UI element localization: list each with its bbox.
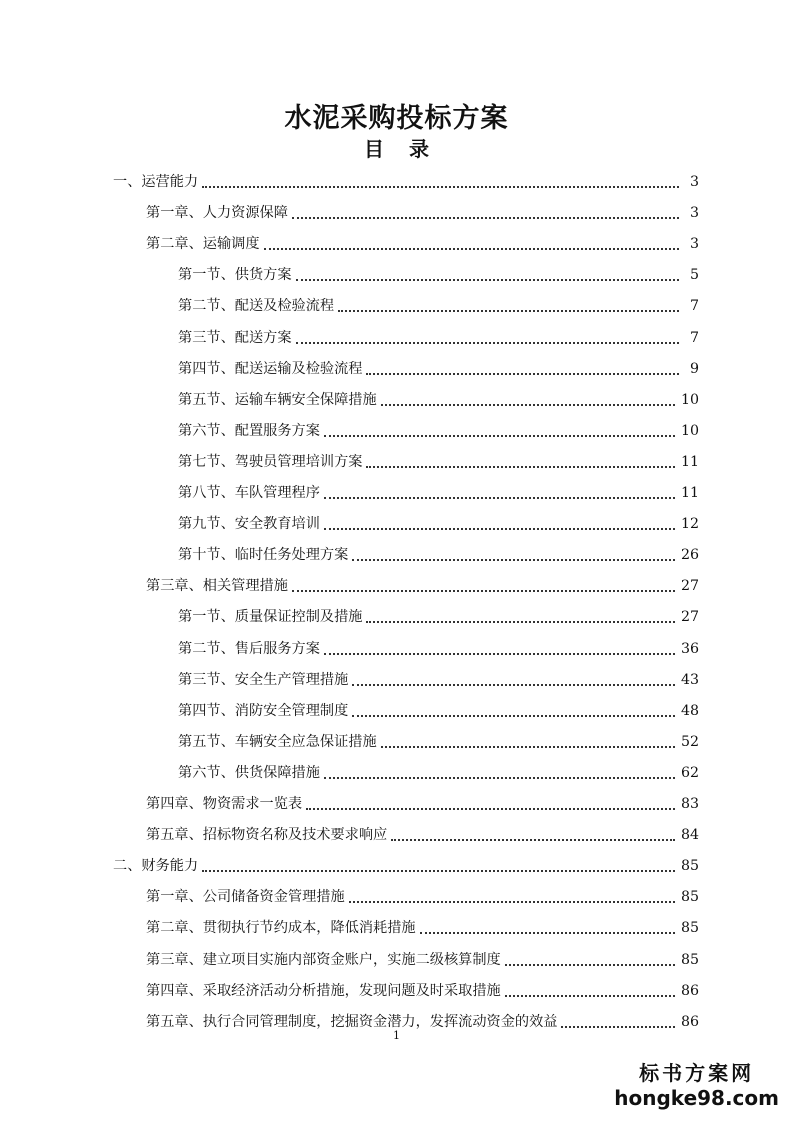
- toc-leader-dots: [505, 994, 675, 997]
- toc-entry-page: 27: [680, 609, 699, 626]
- toc-entry[interactable]: [178, 323, 699, 347]
- toc-entry[interactable]: [146, 882, 699, 906]
- toc-entry-page: 86: [680, 1013, 699, 1030]
- page-number: 1: [393, 1029, 400, 1042]
- toc-leader-dots: [391, 838, 675, 841]
- toc-entry[interactable]: [146, 229, 699, 253]
- toc-entry-page: 48: [680, 702, 699, 719]
- toc-leader-dots: [338, 309, 679, 312]
- toc-entry[interactable]: [178, 758, 699, 782]
- toc-entry-label: 第五章、执行合同管理制度，挖掘资金潜力，发挥流动资金的效益: [146, 1013, 558, 1030]
- toc-entry-page: 85: [680, 889, 699, 906]
- watermark: [614, 1057, 779, 1110]
- toc-leader-dots: [349, 900, 675, 903]
- toc-leader-dots: [324, 776, 675, 779]
- toc-entry[interactable]: [178, 447, 699, 471]
- toc-entry-page: 85: [680, 858, 699, 875]
- toc-heading-char: 目: [364, 137, 385, 161]
- toc-entry-label: 第二章、贯彻执行节约成本，降低消耗措施: [146, 920, 416, 937]
- toc-entry-page: 86: [680, 982, 699, 999]
- toc-entry-page: 3: [689, 205, 699, 222]
- toc-leader-dots: [202, 185, 679, 188]
- toc-entry[interactable]: [113, 851, 699, 875]
- toc-leader-dots: [366, 465, 674, 468]
- toc-entry-label: 第二章、运输调度: [146, 236, 260, 253]
- toc-leader-dots: [324, 527, 675, 530]
- toc-leader-dots: [505, 963, 675, 966]
- toc-heading-char: 录: [408, 137, 429, 161]
- toc-entry-page: 12: [680, 516, 699, 533]
- toc-entry-page: 84: [680, 827, 699, 844]
- toc-entry-label: 第二节、售后服务方案: [178, 640, 320, 657]
- toc-entry-page: 7: [689, 329, 699, 346]
- toc-entry-page: 5: [689, 267, 699, 284]
- toc-entry[interactable]: [178, 385, 699, 409]
- toc-entry[interactable]: [178, 696, 699, 720]
- toc-entry[interactable]: [113, 167, 699, 191]
- toc-entry-label: 第八节、车队管理程序: [178, 485, 320, 501]
- toc-entry-label: 第三节、配送方案: [178, 329, 292, 346]
- toc-leader-dots: [202, 869, 675, 872]
- toc-entry-page: 11: [680, 485, 699, 501]
- toc-entry[interactable]: [146, 1007, 699, 1031]
- toc-entry-label: 第一章、人力资源保障: [146, 205, 288, 222]
- toc-leader-dots: [561, 1025, 674, 1028]
- toc-entry[interactable]: [178, 354, 699, 378]
- toc-entry-label: 第七节、驾驶员管理培训方案: [178, 453, 363, 470]
- toc-leader-dots: [352, 714, 675, 717]
- toc-entry-page: 43: [680, 671, 699, 688]
- toc-entry-label: 第一节、供货方案: [178, 267, 292, 284]
- toc-entry-page: 27: [680, 578, 699, 595]
- toc-entry[interactable]: [178, 602, 699, 626]
- toc-entry-page: 10: [680, 422, 699, 439]
- toc-leader-dots: [296, 341, 679, 344]
- toc-entry[interactable]: [146, 913, 699, 937]
- toc-entry[interactable]: [178, 634, 699, 658]
- toc-leader-dots: [366, 372, 679, 375]
- toc-entry[interactable]: [146, 976, 699, 1000]
- toc-entry-label: 第四章、采取经济活动分析措施，发现问题及时采取措施: [146, 982, 501, 999]
- toc-entry-label: 第二节、配送及检验流程: [178, 298, 335, 315]
- toc-leader-dots: [420, 931, 675, 934]
- toc-entry[interactable]: [178, 291, 699, 315]
- toc-leader-dots: [381, 745, 675, 748]
- toc-entry[interactable]: [146, 820, 699, 844]
- toc-entry[interactable]: [146, 789, 699, 813]
- watermark-line-cn: 标书方案网: [639, 1061, 755, 1085]
- toc-entry[interactable]: [146, 198, 699, 222]
- toc-entry-label: 第四章、物资需求一览表: [146, 796, 303, 812]
- toc-entry[interactable]: [178, 665, 699, 689]
- document-title: 水泥采购投标方案: [284, 103, 509, 134]
- toc-entry[interactable]: [178, 727, 699, 751]
- toc-entry[interactable]: [178, 478, 699, 502]
- toc-entry-label: 第三节、安全生产管理措施: [178, 671, 349, 688]
- toc-entry-label: 第一节、质量保证控制及措施: [178, 609, 363, 626]
- toc-entry-page: 9: [689, 360, 699, 377]
- toc-entry-page: 36: [680, 640, 699, 657]
- toc-heading: [0, 133, 793, 162]
- toc-entry-page: 62: [680, 764, 699, 781]
- toc-entry-page: 52: [680, 733, 699, 750]
- toc-entry-page: 10: [680, 391, 699, 408]
- toc-leader-dots: [352, 558, 675, 561]
- watermark-line-url: hongke98.com: [614, 1086, 779, 1110]
- toc-entry[interactable]: [178, 540, 699, 564]
- toc-entry[interactable]: [146, 945, 699, 969]
- toc-entry-label: 一、运营能力: [113, 174, 199, 190]
- toc-entry-label: 第五节、运输车辆安全保障措施: [178, 391, 377, 408]
- toc-leader-dots: [296, 278, 679, 281]
- toc-entry-page: 11: [680, 453, 699, 470]
- toc-entry-page: 3: [689, 236, 699, 253]
- toc-entry-label: 第五章、招标物资名称及技术要求响应: [146, 827, 388, 844]
- toc-entry-label: 第六节、供货保障措施: [178, 764, 320, 781]
- toc-entry[interactable]: [178, 260, 699, 284]
- toc-leader-dots: [366, 620, 674, 623]
- toc-entry-page: 7: [689, 298, 699, 315]
- toc-leader-dots: [324, 434, 675, 437]
- toc-entry-label: 第十节、临时任务处理方案: [178, 547, 349, 564]
- toc-entry-label: 第五节、车辆安全应急保证措施: [178, 733, 377, 750]
- toc-entry-page: 26: [680, 547, 699, 564]
- toc-leader-dots: [352, 683, 675, 686]
- toc-entry-label: 二、财务能力: [113, 858, 199, 875]
- toc-entry-label: 第三章、建立项目实施内部资金账户，实施二级核算制度: [146, 951, 501, 968]
- toc-leader-dots: [292, 216, 679, 219]
- toc-entry-page: 3: [689, 174, 699, 190]
- toc-entry-label: 第四节、消防安全管理制度: [178, 702, 349, 719]
- toc-entry-label: 第三章、相关管理措施: [146, 578, 288, 595]
- toc-entry-label: 第六节、配置服务方案: [178, 422, 320, 439]
- toc-leader-dots: [324, 496, 675, 499]
- toc-leader-dots: [264, 247, 679, 250]
- toc-leader-dots: [306, 807, 675, 810]
- toc-leader-dots: [292, 589, 675, 592]
- toc-entry-page: 83: [680, 796, 699, 812]
- toc-entry[interactable]: [178, 509, 699, 533]
- toc-entry-label: 第四节、配送运输及检验流程: [178, 360, 363, 377]
- toc-leader-dots: [324, 652, 675, 655]
- toc-entry[interactable]: [178, 416, 699, 440]
- toc-entry-label: 第一章、公司储备资金管理措施: [146, 889, 345, 906]
- toc-entry[interactable]: [146, 571, 699, 595]
- toc-leader-dots: [381, 403, 675, 406]
- toc-entry-label: 第九节、安全教育培训: [178, 516, 320, 533]
- toc-entry-page: 85: [680, 920, 699, 937]
- toc-entry-page: 85: [680, 951, 699, 968]
